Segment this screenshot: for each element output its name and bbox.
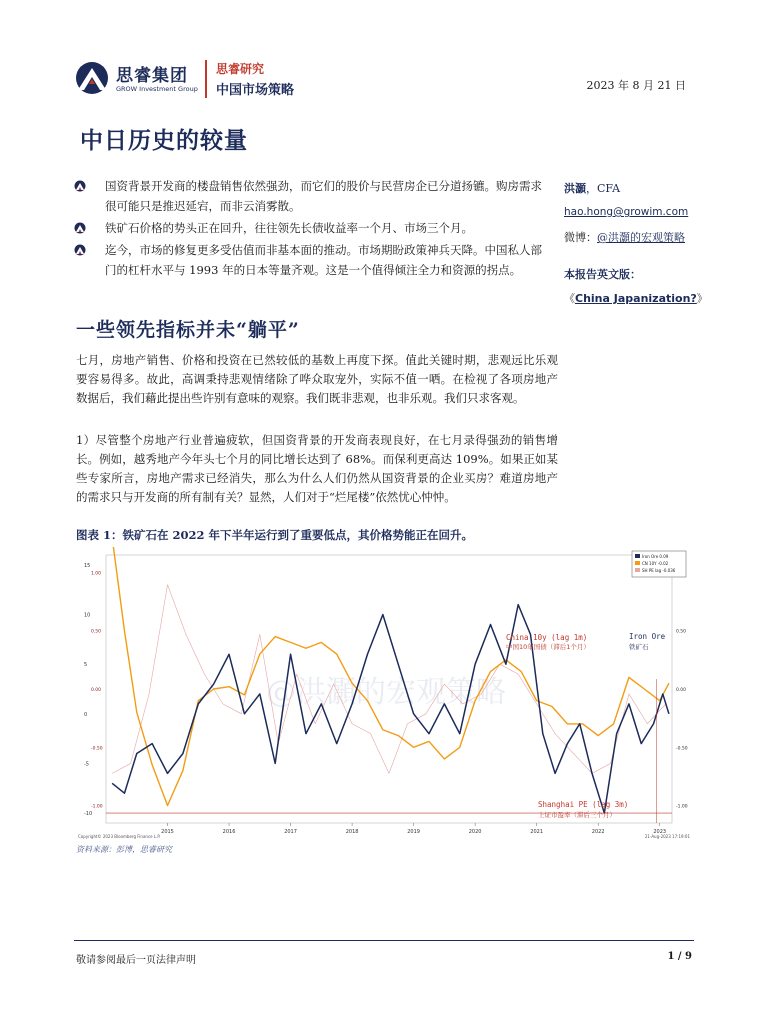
legend-swatch [635, 568, 640, 572]
y-tick-label-left: 10 [84, 612, 91, 619]
annotation-iron-ore-cn: 铁矿石 [629, 643, 649, 651]
figure-caption: 图表 1：铁矿石在 2022 年下半年运行到了重要低点，其价格势能正在回升。 [76, 528, 474, 542]
y-tick-label-left: 15 [84, 562, 91, 569]
grow-bullet-icon [74, 222, 86, 234]
legend-swatch [635, 554, 640, 558]
grow-bullet-icon [74, 244, 86, 256]
weibo-label: 微博： [564, 231, 597, 244]
y-tick-label-right: 0.50 [676, 629, 687, 635]
page-number: 1 / 9 [667, 951, 692, 962]
x-tick-label: 2021 [530, 829, 544, 835]
header-divider [205, 60, 207, 98]
footer-rule [74, 940, 694, 941]
x-tick-label: 2020 [468, 829, 482, 835]
x-tick-label: 2015 [161, 829, 174, 835]
y-tick-label-left-inner: 0.00 [91, 688, 102, 693]
english-version [564, 290, 708, 306]
grow-bullet-icon [74, 180, 86, 192]
weibo [564, 229, 685, 245]
chart-copyright: Copyright© 2023 Bloomberg Finance L.P. [78, 834, 161, 839]
brand-name: 思睿集团 [116, 66, 188, 86]
author [564, 180, 620, 196]
key-point [72, 176, 542, 216]
x-tick-label: 2018 [345, 829, 359, 835]
y-tick-label-left: 0 [84, 711, 88, 718]
chart-watermark: @洪灝的宏观策略 [266, 675, 506, 710]
figure-source: 资料来源：彭博，思睿研究 [76, 845, 172, 854]
y-tick-label-left-inner: -1.00 [91, 804, 103, 810]
annotation-iron-ore: Iron Ore [629, 632, 666, 641]
x-tick-label: 2023 [653, 829, 667, 835]
brand-subtitle: GROW Investment Group [116, 85, 198, 93]
key-point [72, 218, 542, 238]
annotation-shanghai-pe-cn: 上证市盈率（滞后三个月） [538, 811, 616, 819]
annotation-china-10y-cn: 中国10年国债（滞后1个月） [506, 643, 590, 651]
footer-disclaimer: 敬请参阅最后一页法律声明 [76, 955, 196, 966]
annotation-china-10y: China 10y (lag 1m) [506, 633, 588, 642]
x-tick-label: 2017 [284, 829, 297, 835]
y-tick-label-left-inner: 1.00 [91, 571, 102, 577]
english-version-label: 本报告英文版： [564, 268, 641, 281]
y-tick-label-left-inner: -0.50 [91, 746, 103, 752]
y-tick-label-right: -0.50 [676, 746, 688, 752]
y-tick-label-left: 5 [84, 662, 88, 669]
author-name: 洪灝 [564, 182, 586, 195]
y-tick-label-right: -1.00 [676, 804, 688, 810]
x-tick-label: 2019 [407, 829, 420, 835]
bracket-close: 》 [696, 292, 708, 305]
report-series: 中国市场策略 [216, 83, 295, 98]
key-points-list [72, 176, 542, 282]
x-tick-label: 2022 [591, 829, 605, 835]
author-credential: ，CFA [586, 182, 621, 195]
author-email-link[interactable]: hao.hong@growim.com [564, 206, 689, 218]
key-point-text: 铁矿石价格的势头正在回升，往往领先长债收益率一个月、市场三个月。 [105, 221, 473, 235]
chart-timestamp: 21-Aug-2023 17:19:01 [644, 834, 690, 839]
department-label: 思睿研究 [216, 62, 265, 76]
y-tick-label-left-inner: 0.50 [91, 629, 102, 635]
english-version-link[interactable]: China Japanization? [575, 292, 697, 305]
report-title: 中日历史的较量 [80, 127, 248, 154]
iron-ore-chart [76, 547, 692, 841]
key-point [72, 240, 542, 280]
key-point-text: 迄今，市场的修复更多受估值而非基本面的推动。市场期盼政策神兵天降。中国私人部门的杠杆水平与 1993 年的日本等量齐观。这是一个值得倾注全力和资源的拐点。 [105, 243, 542, 277]
key-point-text: 国资背景开发商的楼盘销售依然强劲，而它们的股价与民营房企已分道扬镳。购房需求很可能只是推迟延宕，而非云消雾散。 [105, 179, 542, 213]
body-paragraph: 1）尽管整个房地产行业普遍疲软，但国资背景的开发商表现良好，在七月录得强劲的销售增长。例如，越秀地产今年头七个月的同比增长达到了 68%。而保利更高达 109%。如果正如某些专家所言，房地产需求已经消失，那么为什么人们仍然从国资背景的企业买房？难道房地产的需求只与开发商的所有制有关？显然，人们对于“烂尾楼”依然忧心忡忡。 [76, 433, 558, 504]
section-heading: 一些领先指标并未“躺平” [76, 319, 300, 341]
report-date: 2023 年 8 月 21 日 [586, 79, 686, 92]
body-paragraph: 七月，房地产销售、价格和投资在已然较低的基数上再度下探。值此关键时期，悲观远比乐观要容易得多。故此，高调秉持悲观情绪除了哗众取宠外，实际不值一哂。在检视了各项房地产数据后，我们藉此提出些许别有意味的观察。我们既非悲观，也非乐观。我们只求客观。 [76, 353, 558, 405]
y-tick-label-left: -5 [84, 761, 89, 768]
legend-label: SH PE lag -0.036 [642, 568, 676, 573]
legend-swatch [635, 561, 640, 565]
annotation-shanghai-pe: Shanghai PE (lag 3m) [538, 800, 629, 809]
bracket-open: 《 [564, 292, 575, 305]
x-tick-label: 2016 [222, 829, 236, 835]
grow-logo [72, 60, 112, 96]
y-tick-label-left: -10 [84, 811, 93, 818]
weibo-link[interactable]: @洪灝的宏观策略 [597, 231, 685, 244]
y-tick-label-right: 0.00 [676, 688, 687, 693]
legend-label: Iron Ore 0.09 [642, 554, 669, 559]
legend-label: CN 10Y -0.02 [642, 561, 669, 566]
